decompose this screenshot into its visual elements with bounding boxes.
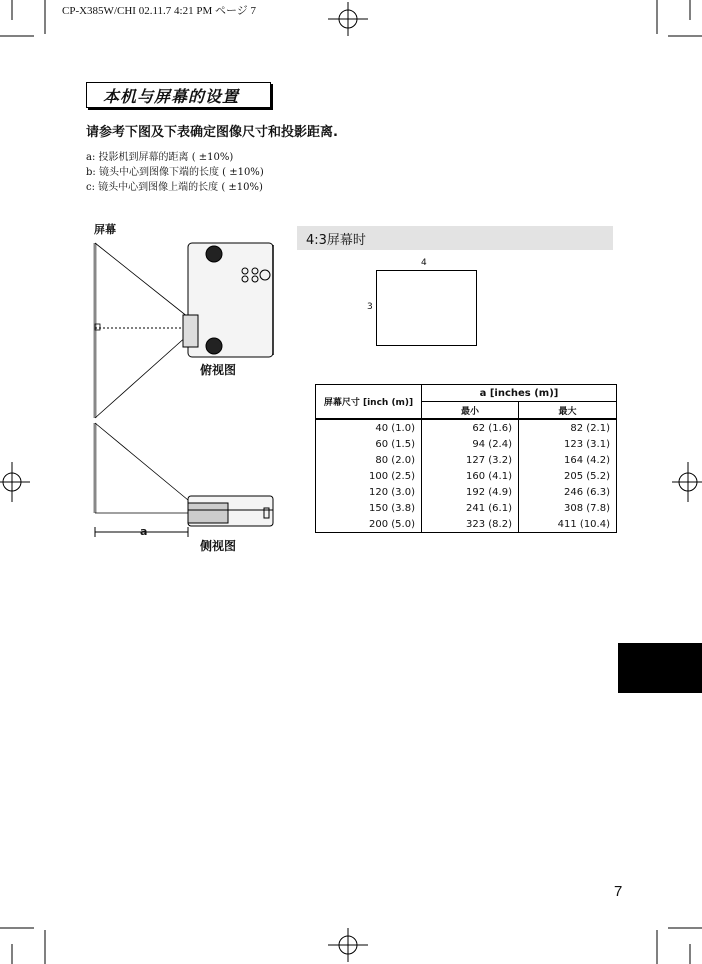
table-row: [316, 419, 617, 436]
cell-size: 80 (2.0): [316, 452, 422, 468]
ratio-width-label: 4: [421, 258, 427, 268]
cell-min: 94 (2.4): [422, 436, 519, 452]
table-row: [316, 436, 617, 452]
cell-min: 62 (1.6): [422, 419, 519, 436]
table-row: [316, 484, 617, 500]
note-a: a: 投影机到屏幕的距离 ( ±10%): [86, 152, 234, 163]
col-min: 最小: [422, 402, 519, 420]
cell-size: 120 (3.0): [316, 484, 422, 500]
table-row: [316, 500, 617, 516]
side-view-label: 侧视图: [200, 539, 237, 553]
cell-min: 192 (4.9): [422, 484, 519, 500]
projection-diagram: [90, 235, 290, 555]
table-row: [316, 452, 617, 468]
cell-size: 40 (1.0): [316, 419, 422, 436]
screen-size-table: [315, 384, 617, 533]
section-tab-marker: [618, 643, 702, 693]
cell-size: 100 (2.5): [316, 468, 422, 484]
table-row: [316, 468, 617, 484]
cell-max: 164 (4.2): [519, 452, 617, 468]
screen-label: 屏幕: [94, 223, 116, 236]
cell-size: 60 (1.5): [316, 436, 422, 452]
print-header: CP-X385W/CHI 02.11.7 4:21 PM ページ 7: [62, 5, 257, 17]
projector-top-view: [183, 243, 273, 357]
cell-max: 205 (5.2): [519, 468, 617, 484]
cell-min: 323 (8.2): [422, 516, 519, 533]
cell-max: 308 (7.8): [519, 500, 617, 516]
aspect-ratio-box: [376, 270, 477, 346]
cell-max: 82 (2.1): [519, 419, 617, 436]
page-title-text: 本机与屏幕的设置: [103, 86, 240, 106]
table-row: [316, 516, 617, 533]
cell-size: 150 (3.8): [316, 500, 422, 516]
col-distance-a: a [inches (m)]: [422, 385, 617, 402]
distance-label: a: [140, 525, 148, 538]
cell-size: 200 (5.0): [316, 516, 422, 533]
instruction-text: 请参考下图及下表确定图像尺寸和投影距离.: [86, 125, 338, 140]
section-heading-text: 4:3屏幕时: [306, 232, 366, 248]
cell-min: 241 (6.1): [422, 500, 519, 516]
section-heading: [297, 226, 613, 250]
note-b: b: 镜头中心到图像下端的长度 ( ±10%): [86, 167, 264, 178]
col-screen-size: 屏幕尺寸 [inch (m)]: [316, 385, 422, 420]
cell-max: 246 (6.3): [519, 484, 617, 500]
cell-max: 411 (10.4): [519, 516, 617, 533]
note-c: c: 镜头中心到图像上端的长度 ( ±10%): [86, 182, 263, 193]
ratio-height-label: 3: [367, 302, 373, 312]
col-max: 最大: [519, 402, 617, 420]
page-number: 7: [614, 883, 623, 900]
cell-min: 160 (4.1): [422, 468, 519, 484]
projector-side-view: [188, 496, 273, 526]
top-view-label: 俯视图: [200, 363, 237, 377]
cell-min: 127 (3.2): [422, 452, 519, 468]
page-title: [86, 82, 271, 108]
cell-max: 123 (3.1): [519, 436, 617, 452]
